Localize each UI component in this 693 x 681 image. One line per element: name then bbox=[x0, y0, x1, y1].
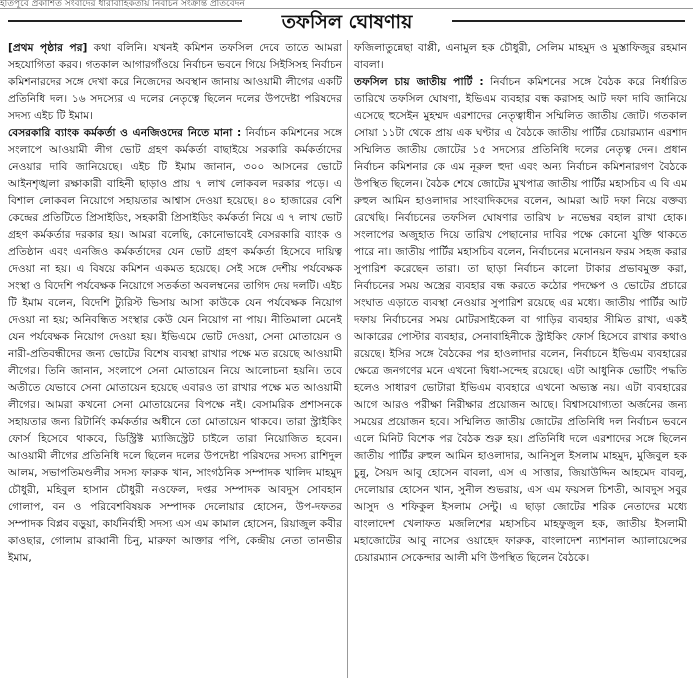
paragraph-text: কথা বলিনি। যখনই কমিশন তফসিল দেবে তাতে আমরা সহযোগিতা করব। গতকাল আগারগাঁওয়ে নির্বাচন ভবনে গিয়ে সিইসিসহ নির্বাচন কমিশনারদের সঙ্গে দেখা করে নিজেদের অবস্থান জানায় আওয়ামী লীগের একটি প্রতিনিধি দল। ১৬ সদস্যের এ দলের নেতৃত্বে ছিলেন দলের উপদেষ্টা পরিষদের সদস্য এইচ টি ইমাম। bbox=[8, 42, 342, 122]
right-column bbox=[354, 40, 687, 680]
paragraph-text: নির্বাচন কমিশনের সঙ্গে সংলাপে আওয়ামী লীগ ভোট গ্রহণ কর্মকর্তা বাছাইয়ে সরকারি কর্মকর্তাদের নেওয়ার দাবি জানিয়েছে। এইচ টি ইমাম জানান, ৩০০ আসনের ভোটে আইনশৃঙ্খলা রক্ষাকারী বাহিনী ছাড়াও প্রায় ৭ লাখ লোকবল দরকার পড়ে। এ বিশাল লোকবল নিয়োগে সহায়তার আশ্বাস দেওয়া হয়েছে। ৪০ হাজারের বেশি কেন্দ্রের প্রতিটিতে প্রিসাইডিং, সহকারী প্রিসাইডিং কর্মকর্তা নিয়ে এ ৭ লাখ ভোট গ্রহণ কর্মকর্তার দরকার হয়। আমরা বলেছি, কোনোভাবেই বেসরকারি ব্যাংক ও প্রতিষ্ঠান এবং এনজিও কর্মকর্তাদের যেন ভোট গ্রহণ কর্মকর্তা হিসেবে দায়িত্ব দেওয়া না হয়। এ বিষয়ে কমিশন একমত হয়েছে। সেই সঙ্গে দেশীয় পর্যবেক্ষক সংস্থা ও বিদেশি পর্যবেক্ষক নিয়োগে সতর্কতা অবলম্বনের তাগিদ দেয় দলটি। এইচ টি ইমাম বলেন, বিদেশি ট্যুরিস্ট ভিসায় আসা কাউকে যেন পর্যবেক্ষক নিয়োগ দেওয়া না হয়; অনিবন্ধিত সংস্থার কেউ যেন নিয়োগ না পায়। নীতিমালা মেনেই যেন পর্যবেক্ষক নিয়োগ দেওয়া হয়। ইভিএমে ভোট দেওয়া, সেনা মোতায়েন ও নারী-প্রতিবন্ধীদের জন্য ভোটের বিশেষ ব্যবস্থা রাখার পক্ষে মত রয়েছে আওয়ামী লীগের। তিনি জানান, সংলাপে সেনা মোতায়েন নিয়ে আলোচনা হয়নি। তবে অতীতে যেভাবে সেনা মোতায়েন হয়েছে এবারও তা রাখার পক্ষে মত আওয়ামী লীগের। আমরা কখনো সেনা মোতায়েনের বিপক্ষে নই। বেসামরিক প্রশাসনকে সহায়তার জন্য রিটার্নিং কর্মকর্তার অধীনে তো মোতায়েন থাকবে। তারা স্ট্রাইকিং ফোর্স হিসেবে থাকবে, ডিস্ট্রিক্ট ম্যাজিস্ট্রেট চাইলে তারা নিয়োজিত হবেন। আওয়ামী লীগের প্রতিনিধি দলে ছিলেন দলের উপদেষ্টা পরিষদের সদস্য রাশিদুল আলম, সভাপতিমণ্ডলীর সদস্য ফারুক খান, সাংগঠনিক সম্পাদক খালিদ মাহমুদ চৌধুরী, মহিবুল হাসান চৌধুরী নওফেল, দপ্তর সম্পাদক আবদুস সোবহান গোলাপ, বন ও পরিবেশবিষয়ক সম্পাদক দেলোয়ার হোসেন, উপ-দফতর সম্পাদক বিপ্লব বড়ুয়া, কার্যনির্বাহী সদস্য এস এম কামাল হোসেন, রিয়াজুল কবীর কাওছার, গোলাম রাব্বানী চিনু, মারুফা আক্তার পপি, কেন্দ্রীয় নেতা তানভীর ইমাম, bbox=[8, 127, 342, 564]
paragraph-text: ফজিলাতুন্নেছা বাপ্পী, এনামুল হক চৌধুরী, সেলিম মাহমুদ ও মুস্তাফিজুর রহমান বাবলা। bbox=[354, 42, 687, 71]
left-column bbox=[8, 40, 342, 680]
paragraph bbox=[354, 40, 687, 74]
article-headline: তফসিল ঘোষণায় bbox=[281, 11, 413, 33]
paragraph bbox=[354, 74, 687, 567]
subheading: বেসরকারি ব্যাংক কর্মকর্তা ও এনজিওদের নিতে মানা : bbox=[8, 127, 242, 139]
paragraph bbox=[8, 40, 342, 125]
paragraph-text: নির্বাচন কমিশনের সঙ্গে বৈঠক করে নির্ধারিত তারিখে তফসিল ঘোষণা, ইভিএম ব্যবহার বন্ধ করাসহ আট দফা দাবি জানিয়ে এসেছে হুসেইন মুহম্মদ এরশাদের নেতৃত্বাধীন সম্মিলিত জাতীয় জোট। গতকাল সোয়া ১১টা থেকে প্রায় এক ঘণ্টার এ বৈঠকে জাতীয় পার্টির চেয়ারম্যান এরশাদ সম্মিলিত জাতীয় জোটের ১৫ সদস্যের প্রতিনিধি দলের নেতৃত্ব দেন। প্রধান নির্বাচন কমিশনার কে এম নূরুল হুদা এবং অন্য নির্বাচন কমিশনারগণ বৈঠকে উপস্থিত ছিলেন। বৈঠক শেষে জোটের মুখপাত্র জাতীয় পার্টির মহাসচিব এ বি এম রুহুল আমিন হাওলাদার সাংবাদিকদের বলেন, আমরা আট দফা নিয়ে বক্তব্য রেখেছি। নির্বাচনের তফসিল ঘোষণার তারিখ ৮ নভেম্বর বহাল রাখা হোক। সংলাপের অজুহাত দিয়ে তারিখ পেছানোর দাবির পক্ষে কোনো যুক্তি থাকতে পারে না। জাতীয় পার্টির মহাসচিব বলেন, নির্বাচনের মনোনয়ন ফরম সহজ করার সুপারিশ করেছেন তারা। তা ছাড়া নির্বাচন কালো টাকার প্রভাবমুক্ত করা, নির্বাচনের সময় অস্ত্রের ব্যবহার বন্ধ করতে কঠোর পদক্ষেপ ও ভোটের প্রচারে সংঘাত এড়াতে ব্যবস্থা নেওয়ার সুপারিশ রয়েছে এর মধ্যে। জাতীয় পার্টির আট দফায় নির্বাচনের সময় মোটরসাইকেল বা গাড়ির ব্যবহার সীমিত রাখা, একই আকারের পোস্টার ব্যবহার, সেনাবাহিনীকে স্ট্রাইকিং ফোর্স হিসেবে রাখার কথাও রয়েছে। ইসির সঙ্গে বৈঠকের পর হাওলাদার বলেন, নির্বাচনে ইভিএম ব্যবহারের ক্ষেত্রে জনগণের মনে এখনো দ্বিধা-সন্দেহ রয়েছে। এটা আধুনিক ভোটিং পদ্ধতি হলেও সাধারণ ভোটারা ইভিএম ব্যবহারে এখনো অভ্যস্ত নয়। এটা ব্যবহারের আগে আরও পরীক্ষা নিরীক্ষার প্রয়োজন আছে। বিশ্বাসযোগ্যতা অর্জনের জন্য সময়ের প্রয়োজন হবে। সম্মিলিত জাতীয় জোটের প্রতিনিধি দল নির্বাচন ভবনে এলে মিনিট বিশেক পর বৈঠক শুরু হয়। প্রতিনিধি দলে এরশাদের সঙ্গে ছিলেন জাতীয় পার্টির রুহুল আমিন হাওলাদার, আনিসুল ইসলাম মাহমুদ, মুজিবুল হক চুন্নু, সৈয়দ আবু হোসেন বাবলা, এস এ সাত্তার, জিয়াউদ্দিন আহমেদ বাবলু, দেলোয়ার হোসেন খান, সুনীল শুভরায়, এস এম ফয়সল চিশতী, আবদুস সবুর আসুদ ও শফিকুল ইসলাম সেন্টু। এ ছাড়া জোটের শরিক নেতাদের মধ্যে বাংলাদেশ খেলাফত মজলিশের মহাসচিব মাহফুজুল হক, জাতীয় ইসলামী মহাজোটের আবু নাসের ওয়াহেদ ফারুক, বাংলাদেশ ন্যাশনাল অ্যালায়েন্সের চেয়ারম্যান সেকেন্দার আলী মণি উপস্থিত ছিলেন বৈঠকে। bbox=[354, 76, 687, 564]
previous-article-strip: ইতিপূর্বে প্রকাশিত সংবাদের ধারাবাহিকতায় নির্বাচন সংক্রান্ত প্রতিবেদন bbox=[0, 0, 693, 9]
headline-rule-right bbox=[452, 20, 685, 22]
paragraph bbox=[8, 125, 342, 567]
column-divider bbox=[347, 40, 348, 678]
headline-rule-left bbox=[8, 20, 242, 22]
subheading: তফসিল চায় জাতীয় পার্টি : bbox=[354, 76, 484, 88]
continuation-marker: [প্রথম পৃষ্ঠার পর] bbox=[8, 42, 88, 54]
